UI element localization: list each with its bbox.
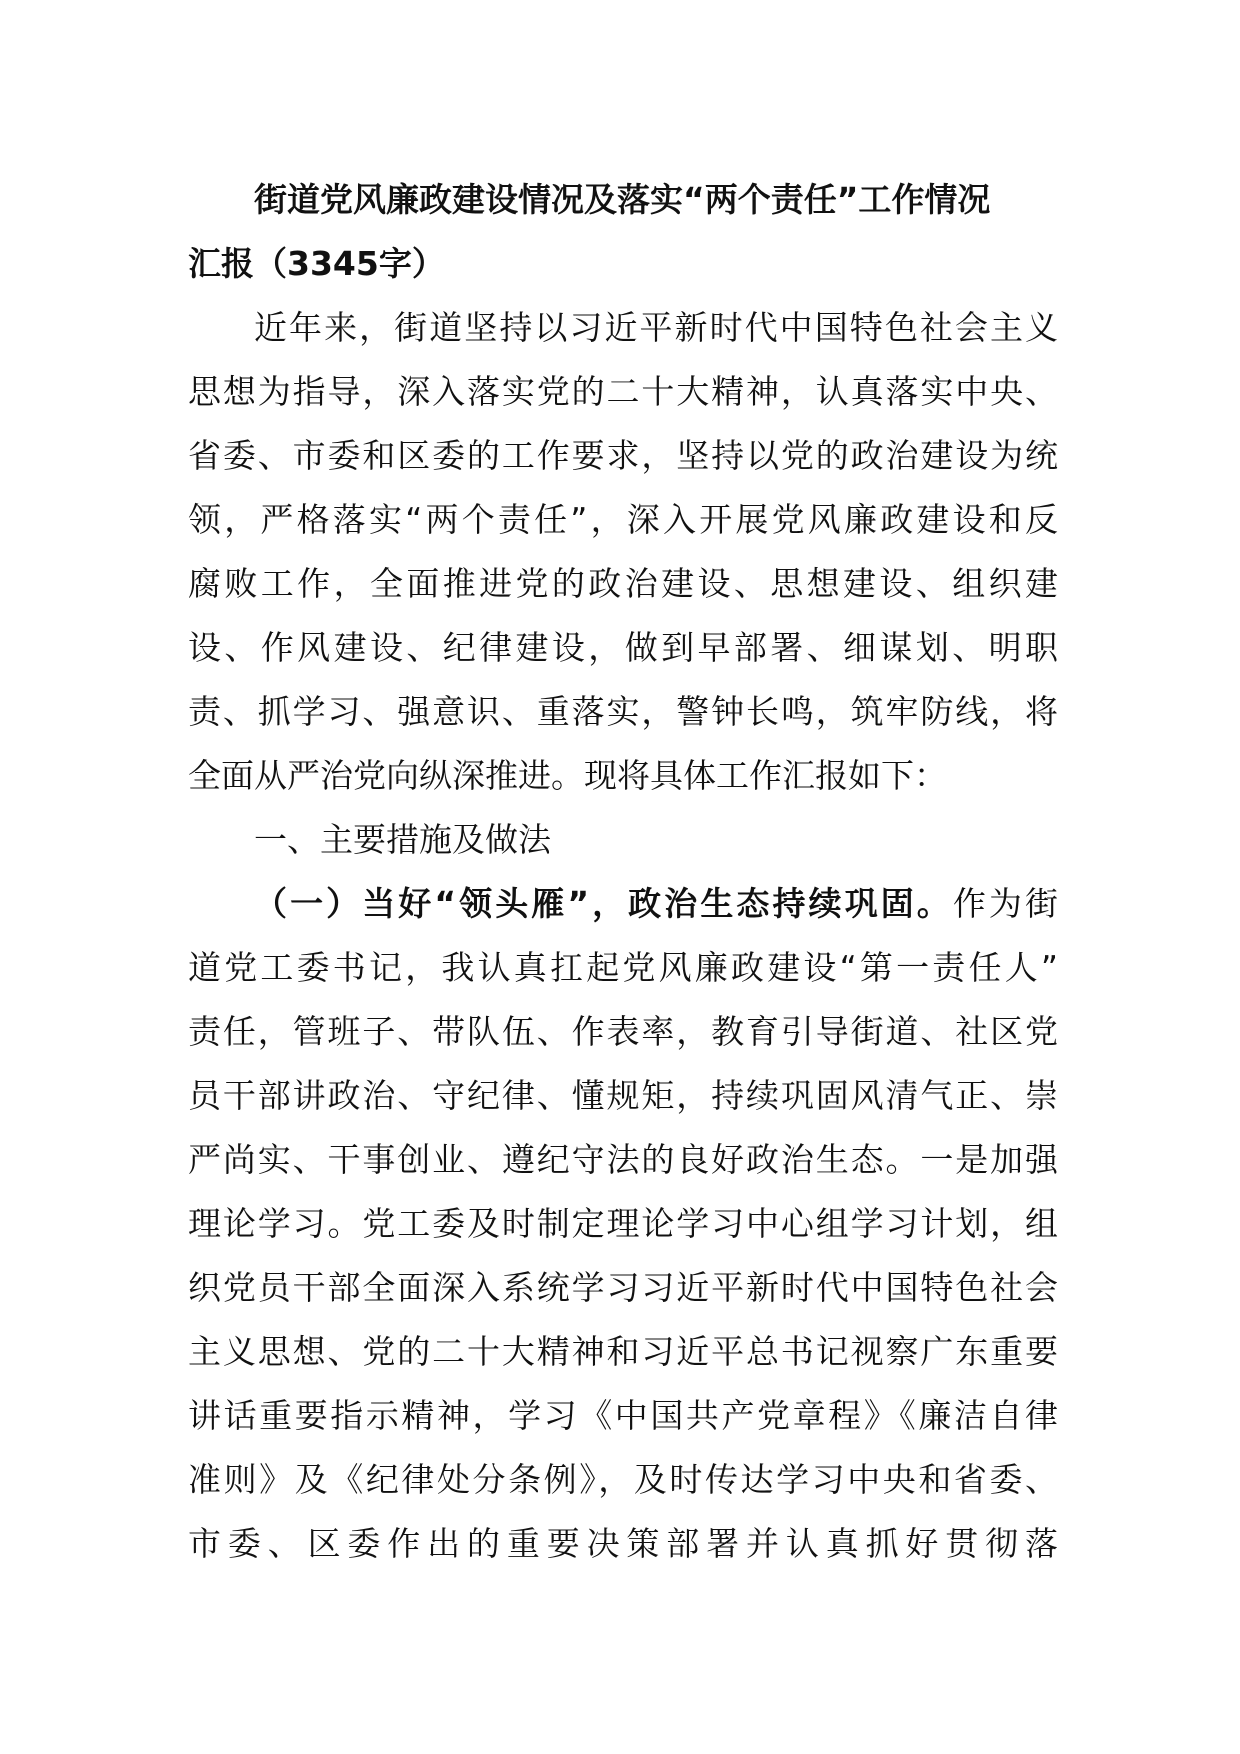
paragraph-line: 讲话重要指示精神，学习《中国共产党章程》《廉洁自律 <box>188 1396 1058 1435</box>
paragraph-line: 准则》及《纪律处分条例》，及时传达学习中央和省委、 <box>188 1460 1058 1499</box>
paragraph-line: 责、抓学习、强意识、重落实，警钟长鸣，筑牢防线，将 <box>188 692 1058 731</box>
paragraph-line: 责任，管班子、带队伍、作表率，教育引导街道、社区党 <box>188 1012 1058 1051</box>
paragraph-line: 严尚实、干事创业、遵纪守法的良好政治生态。一是加强 <box>188 1140 1058 1179</box>
paragraph-line: 织党员干部全面深入系统学习习近平新时代中国特色社会 <box>188 1268 1058 1307</box>
paragraph-line: 道党工委书记，我认真扛起党风廉政建设“第一责任人” <box>188 948 1058 987</box>
paragraph-line: 员干部讲政治、守纪律、懂规矩，持续巩固风清气正、崇 <box>188 1076 1058 1115</box>
paragraph-line: 全面从严治党向纵深推进。现将具体工作汇报如下： <box>188 756 947 795</box>
paragraph-line: 近年来，街道坚持以习近平新时代中国特色社会主义 <box>254 308 1058 347</box>
subsection-line <box>188 872 1058 936</box>
paragraph-line: 理论学习。党工委及时制定理论学习中心组学习计划，组 <box>188 1204 1058 1243</box>
paragraph-line: 省委、市委和区委的工作要求，坚持以党的政治建设为统 <box>188 436 1058 475</box>
paragraph-line: 腐败工作，全面推进党的政治建设、思想建设、组织建 <box>188 564 1058 603</box>
document-title: 街道党风廉政建设情况及落实“两个责任”工作情况 <box>254 180 991 219</box>
paragraph-line: 领，严格落实“两个责任”，深入开展党风廉政建设和反 <box>188 500 1058 539</box>
subsection-heading: （一）当好“领头雁”，政治生态持续巩固。 <box>254 884 953 923</box>
section-heading: 一、主要措施及做法 <box>254 820 551 859</box>
document-body <box>188 168 1058 1576</box>
paragraph-line: 思想为指导，深入落实党的二十大精神，认真落实中央、 <box>188 372 1058 411</box>
document-title-continued: 汇报（3345字） <box>188 244 445 283</box>
paragraph-fragment: 作为街 <box>952 884 1058 923</box>
paragraph-line: 主义思想、党的二十大精神和习近平总书记视察广东重要 <box>188 1332 1058 1371</box>
paragraph-line: 市委、区委作出的重要决策部署并认真抓好贯彻落 <box>188 1524 1058 1563</box>
paragraph-line: 设、作风建设、纪律建设，做到早部署、细谋划、明职 <box>188 628 1058 667</box>
